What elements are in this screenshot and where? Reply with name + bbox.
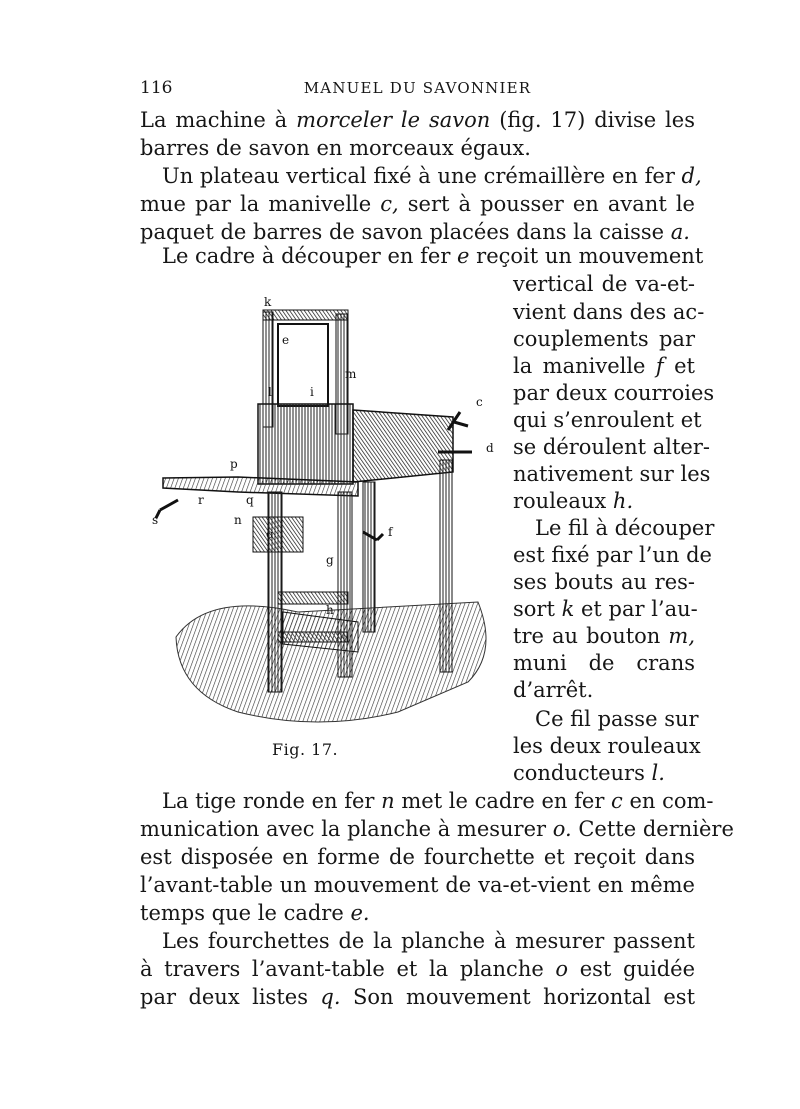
text-line: est disposée en forme de fourchette et reçoit dans <box>140 845 695 869</box>
text-line: conducteurs l. <box>513 761 665 785</box>
svg-text:s: s <box>152 513 159 527</box>
svg-text:o: o <box>266 527 274 541</box>
text-line: qui s’enroulent et <box>513 408 702 432</box>
running-title: MANUEL DU SAVONNIER <box>303 79 532 97</box>
svg-text:m: m <box>345 367 357 381</box>
text-line: par deux listes q. Son mouvement horizontal est <box>140 985 696 1009</box>
text-line: l’avant-table un mouvement de va-et-vient en même <box>140 873 695 897</box>
text-line: paquet de barres de savon placées dans la caisse a. <box>140 220 690 244</box>
text-line: tre au bouton m, <box>513 624 695 648</box>
text-line: se déroulent alter- <box>513 435 710 459</box>
svg-text:r: r <box>198 493 204 507</box>
svg-text:k: k <box>264 295 272 309</box>
svg-text:d: d <box>486 441 494 455</box>
svg-text:f: f <box>388 525 393 539</box>
text-line: couplements par <box>513 327 695 351</box>
page-number: 116 <box>140 78 173 98</box>
text-line: barres de savon en morceaux égaux. <box>140 136 531 160</box>
text-line: vertical de va-et- <box>513 272 695 296</box>
text-line: ses bouts au res- <box>513 570 695 594</box>
text-line: Ce fil passe sur <box>535 707 699 731</box>
text-line: La machine à morceler le savon (fig. 17) divise les <box>140 108 695 132</box>
text-line: Les fourchettes de la planche à mesurer passent <box>162 929 695 953</box>
svg-text:e: e <box>282 333 290 347</box>
figure-caption: Fig. 17. <box>272 740 339 759</box>
svg-text:i: i <box>310 385 314 399</box>
text-line: nativement sur les <box>513 462 711 486</box>
svg-text:p: p <box>230 457 238 471</box>
text-line: Un plateau vertical fixé à une crémaillère en fer d, <box>162 164 702 188</box>
text-line: Le cadre à découper en fer e reçoit un mouvement <box>162 244 704 268</box>
text-line: par deux courroies <box>513 381 715 405</box>
page-header <box>140 78 695 100</box>
text-line: rouleaux h. <box>513 489 634 513</box>
svg-text:q: q <box>246 493 254 507</box>
text-line: à travers l’avant-table et la planche o est guidée <box>140 957 695 981</box>
machine-engraving <box>148 292 496 732</box>
text-line: la manivelle f et <box>513 354 695 378</box>
figure-17-soap-cutting-machine <box>148 292 496 732</box>
text-line: d’arrêt. <box>513 678 594 702</box>
text-line: La tige ronde en fer n met le cadre en fer c en com- <box>162 789 714 813</box>
svg-text:g: g <box>326 553 334 567</box>
svg-text:n: n <box>234 513 242 527</box>
text-line: munication avec la planche à mesurer o. Cette dernière <box>140 817 734 841</box>
text-line: Le fil à découper <box>535 516 715 540</box>
text-line: temps que le cadre e. <box>140 901 370 925</box>
text-line: mue par la manivelle c, sert à pousser en avant le <box>140 192 695 216</box>
text-line: les deux rouleaux <box>513 734 701 758</box>
svg-text:c: c <box>476 395 483 409</box>
svg-text:h: h <box>326 603 334 617</box>
text-line: muni de crans <box>513 651 695 675</box>
text-line: vient dans des ac- <box>513 300 705 324</box>
text-line: sort k et par l’au- <box>513 597 698 621</box>
svg-text:l: l <box>268 385 272 399</box>
text-line: est fixé par l’un de <box>513 543 712 567</box>
